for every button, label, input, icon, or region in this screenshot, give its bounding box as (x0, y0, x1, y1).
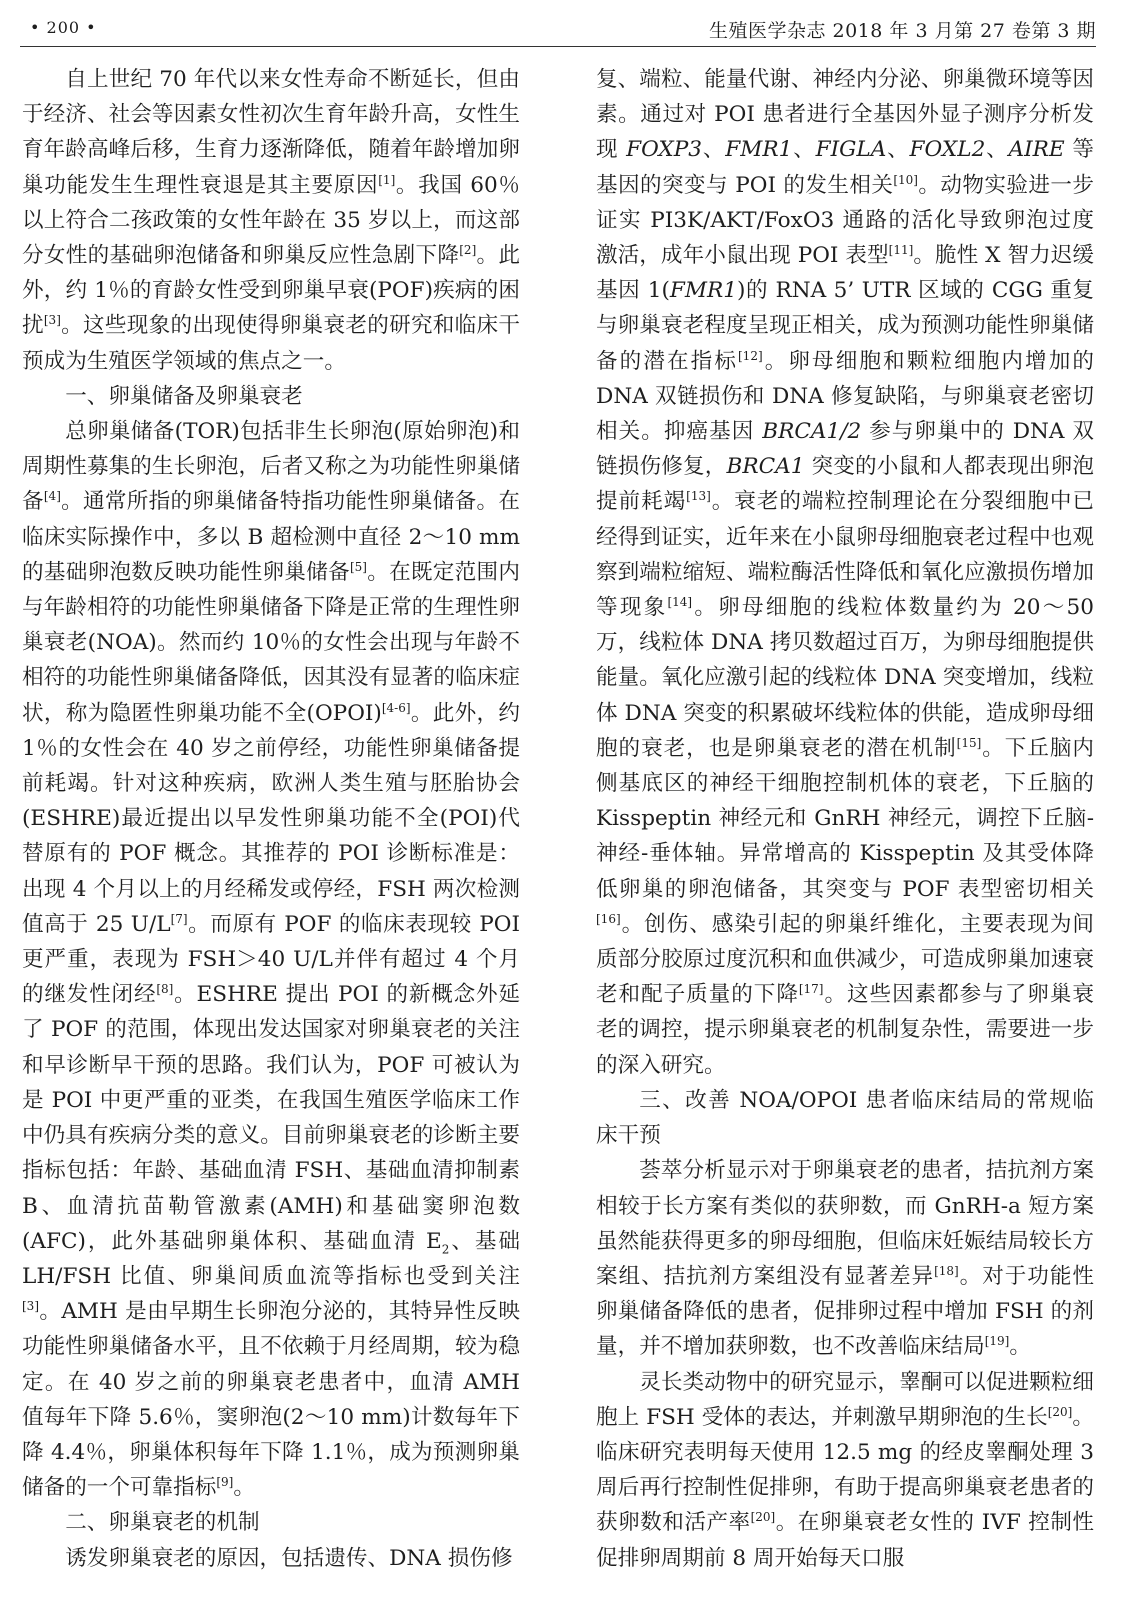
intro-paragraph: 自上世纪 70 年代以来女性寿命不断延长，但由于经济、社会等因素女性初次生育年龄升高，女性生育年龄高峰后移，生育力逐渐降低，随着年龄增加卵巢功能发生生理性衰退是其主要原因[1]。我国 60％以上符合二孩政策的女性年龄在 35 岁以上，而这部分女性的基础卵泡储备和卵巢反应性急剧下降[2]。此外，约 1％的育龄女性受到卵巢早衰(POF)疾病的困扰[3]。这些现象的出现使得卵巢衰老的研究和临床干预成为生殖医学领域的焦点之一。 (22, 67, 520, 374)
citation-ref[interactable]: [18] (934, 1263, 959, 1278)
running-header (20, 10, 1096, 47)
citation-ref[interactable]: [11] (888, 242, 914, 257)
citation-ref[interactable]: [8] (156, 982, 174, 997)
meta-analysis-paragraph: 荟萃分析显示对于卵巢衰老的患者，拮抗剂方案相较于长方案有类似的获卵数，而 GnRH-a 短方案虽然能获得更多的卵母细胞，但临床妊娠结局较长方案组、拮抗剂方案组没有显著差异[18]。对于功能性卵巢储备降低的患者，促排卵过程中增加 FSH 的剂量，并不增加获卵数，也不改善临床结局[19]。 (596, 1158, 1094, 1360)
right-column (596, 62, 1094, 1576)
citation-ref[interactable]: [16] (596, 911, 621, 926)
citation-ref[interactable]: [13] (686, 489, 711, 504)
citation-ref[interactable]: [4-6] (381, 700, 411, 715)
citation-ref[interactable]: [15] (956, 735, 982, 750)
page-number: • 200 • (30, 18, 97, 37)
citation-ref[interactable]: [1] (378, 172, 396, 187)
citation-ref[interactable]: [2] (459, 242, 477, 257)
citation-ref[interactable]: [19] (984, 1334, 1010, 1349)
citation-ref[interactable]: [9] (216, 1474, 234, 1489)
citation-ref[interactable]: [3] (43, 313, 61, 328)
section-heading-1: 一、卵巢储备及卵巢衰老 (65, 383, 303, 409)
citation-ref[interactable]: [4] (43, 489, 61, 504)
citation-ref[interactable]: [20] (750, 1510, 776, 1525)
section-heading-2: 二、卵巢衰老的机制 (65, 1510, 260, 1536)
citation-ref[interactable]: [10] (893, 172, 918, 187)
mechanism-paragraph-continued: 复、端粒、能量代谢、神经内分泌、卵巢微环境等因素。通过对 POI 患者进行全基因外显子测序分析发现 FOXP3、FMR1、FIGLA、FOXL2、AIRE 等基因的突变与 POI 的发生相关[10]。动物实验进一步证实 PI3K/AKT/FoxO3 通路的活化导致卵泡过度激活，成年小鼠出现 POI 表型[11]。脆性 X 智力迟缓基因 1(FMR1)的 RNA 5’ UTR 区域的 CGG 重复与卵巢衰老程度呈现正相关，成为预测功能性卵巢储备的潜在指标[12]。卵母细胞和颗粒细胞内增加的 DNA 双链损伤和 DNA 修复缺陷，与卵巢衰老密切相关。抑癌基因 BRCA1/2 参与卵巢中的 DNA 双链损伤修复，BRCA1 突变的小鼠和人都表现出卵泡提前耗竭[13]。衰老的端粒控制理论在分裂细胞中已经得到证实，近年来在小鼠卵母细胞衰老过程中也观察到端粒缩短、端粒酶活性降低和氧化应激损伤增加等现象[14]。卵母细胞的线粒体数量约为 20～50 万，线粒体 DNA 拷贝数超过百万，为卵母细胞提供能量。氧化应激引起的线粒体 DNA 突变增加，线粒体 DNA 突变的积累破坏线粒体的供能，造成卵母细胞的衰老，也是卵巢衰老的潜在机制[15]。下丘脑内侧基底区的神经干细胞控制机体的衰老，下丘脑的 Kisspeptin 神经元和 GnRH 神经元，调控下丘脑-神经-垂体轴。异常增高的 Kisspeptin 及其受体降低卵巢的卵泡储备，其突变与 POF 表型密切相关[16]。创伤、感染引起的卵巢纤维化，主要表现为间质部分胶原过度沉积和血供减少，可造成卵巢加速衰老和配子质量的下降[17]。这些因素都参与了卵巢衰老的调控，提示卵巢衰老的机制复杂性，需要进一步的深入研究。 (596, 67, 1094, 1078)
section-heading-3: 三、改善 NOA/OPOI 患者临床结局的常规临床干预 (596, 1087, 1094, 1149)
citation-ref[interactable]: [17] (798, 982, 824, 997)
journal-citation: 生殖医学杂志 2018 年 3 月第 27 卷第 3 期 (708, 20, 1096, 42)
citation-ref[interactable]: [7] (170, 911, 188, 926)
citation-ref[interactable]: [12] (738, 348, 763, 363)
citation-ref[interactable]: [20] (1047, 1404, 1073, 1419)
testosterone-paragraph: 灵长类动物中的研究显示，睾酮可以促进颗粒细胞上 FSH 受体的表达，并刺激早期卵泡的生长[20]。临床研究表明每天使用 12.5 mg 的经皮睾酮处理 3 周后再行控制性促排卵，有助于提高卵巢衰老患者的获卵数和活产率[20]。在卵巢衰老女性的 IVF 控制性促排卵周期前 8 周开始每天口服 (596, 1369, 1094, 1571)
mechanism-paragraph-start: 诱发卵巢衰老的原因，包括遗传、DNA 损伤修 (65, 1545, 513, 1571)
citation-ref[interactable]: [3] (22, 1298, 39, 1313)
citation-ref[interactable]: [14] (667, 594, 693, 609)
citation-ref[interactable]: [5] (349, 559, 367, 574)
ovarian-reserve-paragraph: 总卵巢储备(TOR)包括非生长卵泡(原始卵泡)和周期性募集的生长卵泡，后者又称之为功能性卵巢储备[4]。通常所指的卵巢储备特指功能性卵巢储备。在临床实际操作中，多以 B 超检测中直径 2～10 mm 的基础卵泡数反映功能性卵巢储备[5]。在既定范围内与年龄相符的功能性卵巢储备下降是正常的生理性卵巢衰老(NOA)。然而约 10％的女性会出现与年龄不相符的功能性卵巢储备降低，因其没有显著的临床症状，称为隐匿性卵巢功能不全(OPOI)[4-6]。此外，约 1％的女性会在 40 岁之前停经，功能性卵巢储备提前耗竭。针对这种疾病，欧洲人类生殖与胚胎协会(ESHRE)最近提出以早发性卵巢功能不全(POI)代替原有的 POF 概念。其推荐的 POI 诊断标准是：出现 4 个月以上的月经稀发或停经，FSH 两次检测值高于 25 U/L[7]。而原有 POF 的临床表现较 POI 更严重，表现为 FSH＞40 U/L并伴有超过 4 个月的继发性闭经[8]。ESHRE 提出 POI 的新概念外延了 POF 的范围，体现出发达国家对卵巢衰老的关注和早诊断早干预的思路。我们认为，POF 可被认为是 POI 中更严重的亚类，在我国生殖医学临床工作中仍具有疾病分类的意义。目前卵巢衰老的诊断主要指标包括：年龄、基础血清 FSH、基础血清抑制素 B、血清抗苗勒管激素(AMH)和基础窦卵泡数(AFC)，此外基础卵巢体积、基础血清 $E_2$、基础 LH/FSH 比值、卵巢间质血流等指标也受到关注[3]。AMH 是由早期生长卵泡分泌的，其特异性反映功能性卵巢储备水平，且不依赖于月经周期，较为稳定。在 40 岁之前的卵巢衰老患者中，血清 AMH 值每年下降 5.6％，窦卵泡(2～10 mm)计数每年下降 4.4％，卵巢体积每年下降 1.1％，成为预测卵巢储备的一个可靠指标[9]。 (22, 419, 520, 1501)
left-column (22, 62, 520, 1576)
